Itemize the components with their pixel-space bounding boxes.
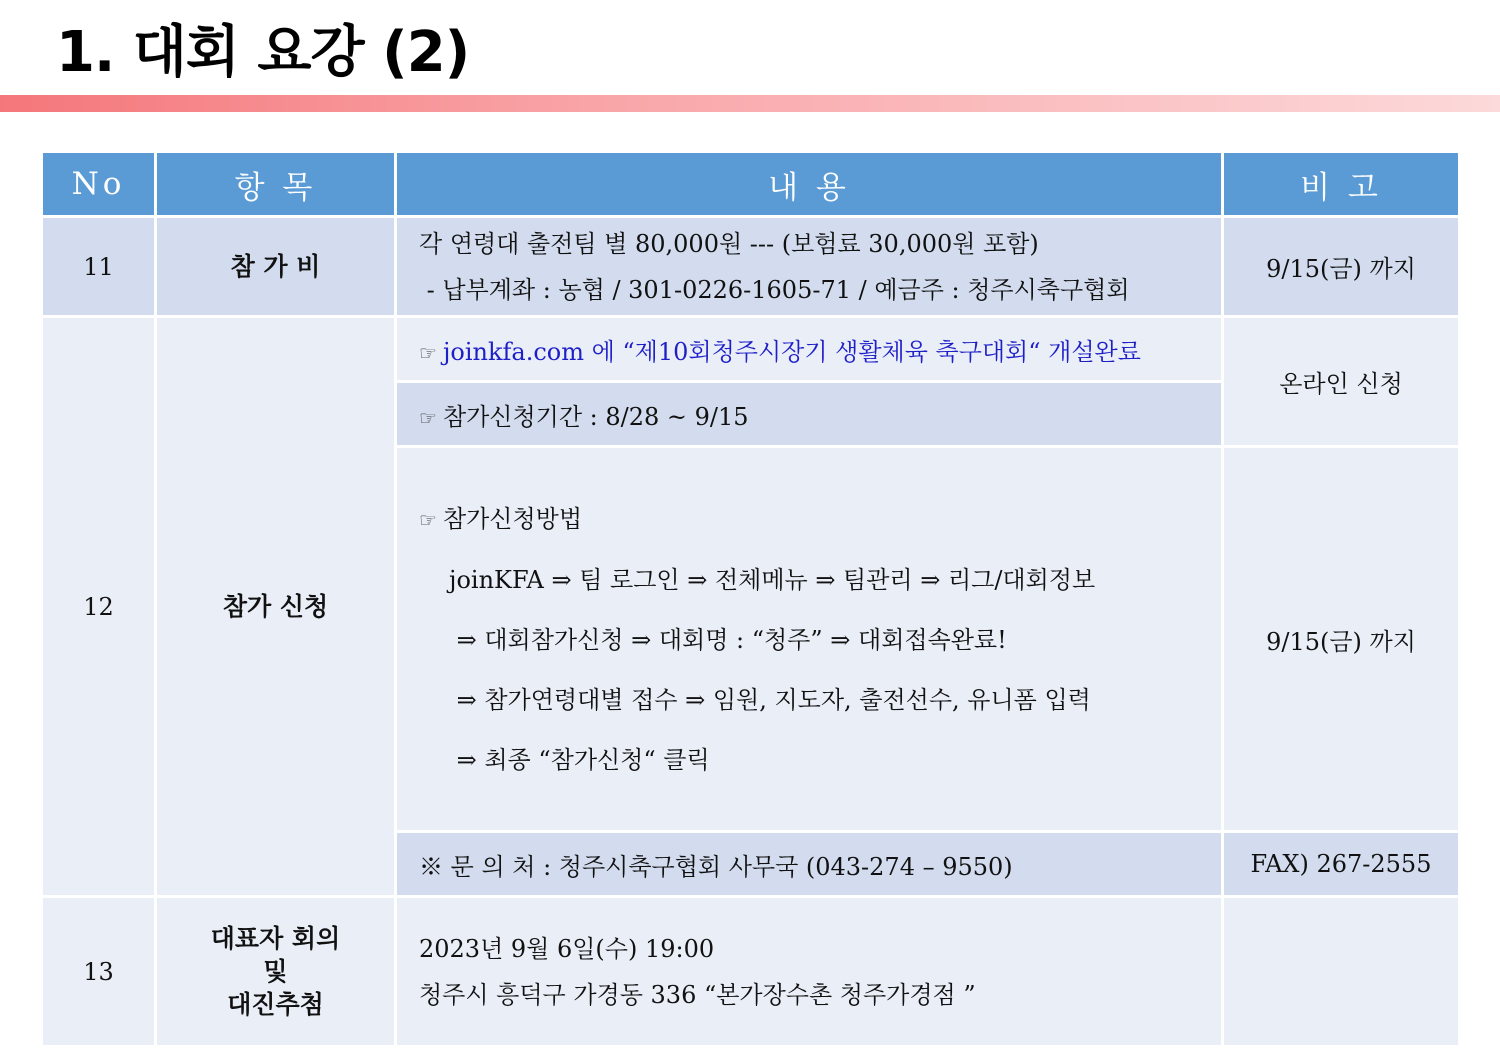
online-registration-note: 온라인 신청	[1223, 317, 1460, 447]
table-row-fee	[42, 217, 1460, 317]
method-title-text: 참가신청방법	[442, 504, 583, 533]
online-announcement	[396, 317, 1223, 382]
row-item	[156, 897, 396, 1047]
pointing-hand-icon: ☞	[419, 507, 437, 532]
method-deadline-note: 9/15(금) 까지	[1223, 447, 1460, 832]
header-item: 항 목	[156, 152, 396, 217]
method-step: joinKFA ⇒ 팀 로그인 ⇒ 전체메뉴 ⇒ 팀관리 ⇒ 리그/대회정보	[449, 565, 1096, 594]
fee-line: 각 연령대 출전팀 별 80,000원 --- (보험료 30,000원 포함)	[419, 229, 1039, 258]
tournament-info-table	[40, 150, 1461, 1048]
header-content: 내 용	[396, 152, 1223, 217]
registration-period-text: 참가신청기간 : 8/28 ~ 9/15	[442, 402, 749, 431]
registration-period	[396, 382, 1223, 447]
online-announcement-text: joinkfa.com 에 “제10회청주시장기 생활체육 축구대회“ 개설완료	[442, 337, 1141, 366]
fee-deadline-note: 9/15(금) 까지	[1223, 217, 1460, 317]
meeting-note	[1223, 897, 1460, 1047]
item-line: 대표자 회의	[210, 924, 341, 953]
table-row-meeting	[42, 897, 1460, 1047]
header-note: 비 고	[1223, 152, 1460, 217]
method-step: ⇒ 참가연령대별 접수 ⇒ 임원, 지도자, 출전선수, 유니폼 입력	[449, 685, 1091, 714]
meeting-venue: 청주시 흥덕구 가경동 336 “본가장수촌 청주가경점 ”	[419, 980, 976, 1009]
fee-content	[396, 217, 1223, 317]
title-underline-bar	[0, 95, 1500, 112]
method-step: ⇒ 대회참가신청 ⇒ 대회명 : “청주” ⇒ 대회접속완료!	[449, 625, 1007, 654]
row-item: 참가 신청	[156, 317, 396, 897]
row-number: 11	[42, 217, 156, 317]
table-header-row	[42, 152, 1460, 217]
method-step: ⇒ 최종 “참가신청“ 클릭	[449, 745, 710, 774]
item-line: 대진추첨	[227, 990, 324, 1019]
row-number: 13	[42, 897, 156, 1047]
item-line: 및	[263, 957, 288, 986]
pointing-hand-icon: ☞	[419, 340, 437, 365]
bank-account-line: - 납부계좌 : 농협 / 301-0226-1605-71 / 예금주 : 청주시축구협회	[419, 275, 1130, 304]
page-title: 1. 대회 요강 (2)	[56, 20, 470, 85]
table-row-registration-online	[42, 317, 1460, 382]
meeting-content	[396, 897, 1223, 1047]
meeting-datetime: 2023년 9월 6일(수) 19:00	[419, 934, 715, 963]
header-no: No	[42, 152, 156, 217]
fax-note: FAX) 267-2555	[1223, 832, 1460, 897]
row-number: 12	[42, 317, 156, 897]
row-item: 참 가 비	[156, 217, 396, 317]
pointing-hand-icon: ☞	[419, 405, 437, 430]
method-title	[419, 489, 1221, 550]
registration-method	[396, 447, 1223, 832]
contact-info: ※ 문 의 처 : 청주시축구협회 사무국 (043-274 – 9550)	[396, 832, 1223, 897]
